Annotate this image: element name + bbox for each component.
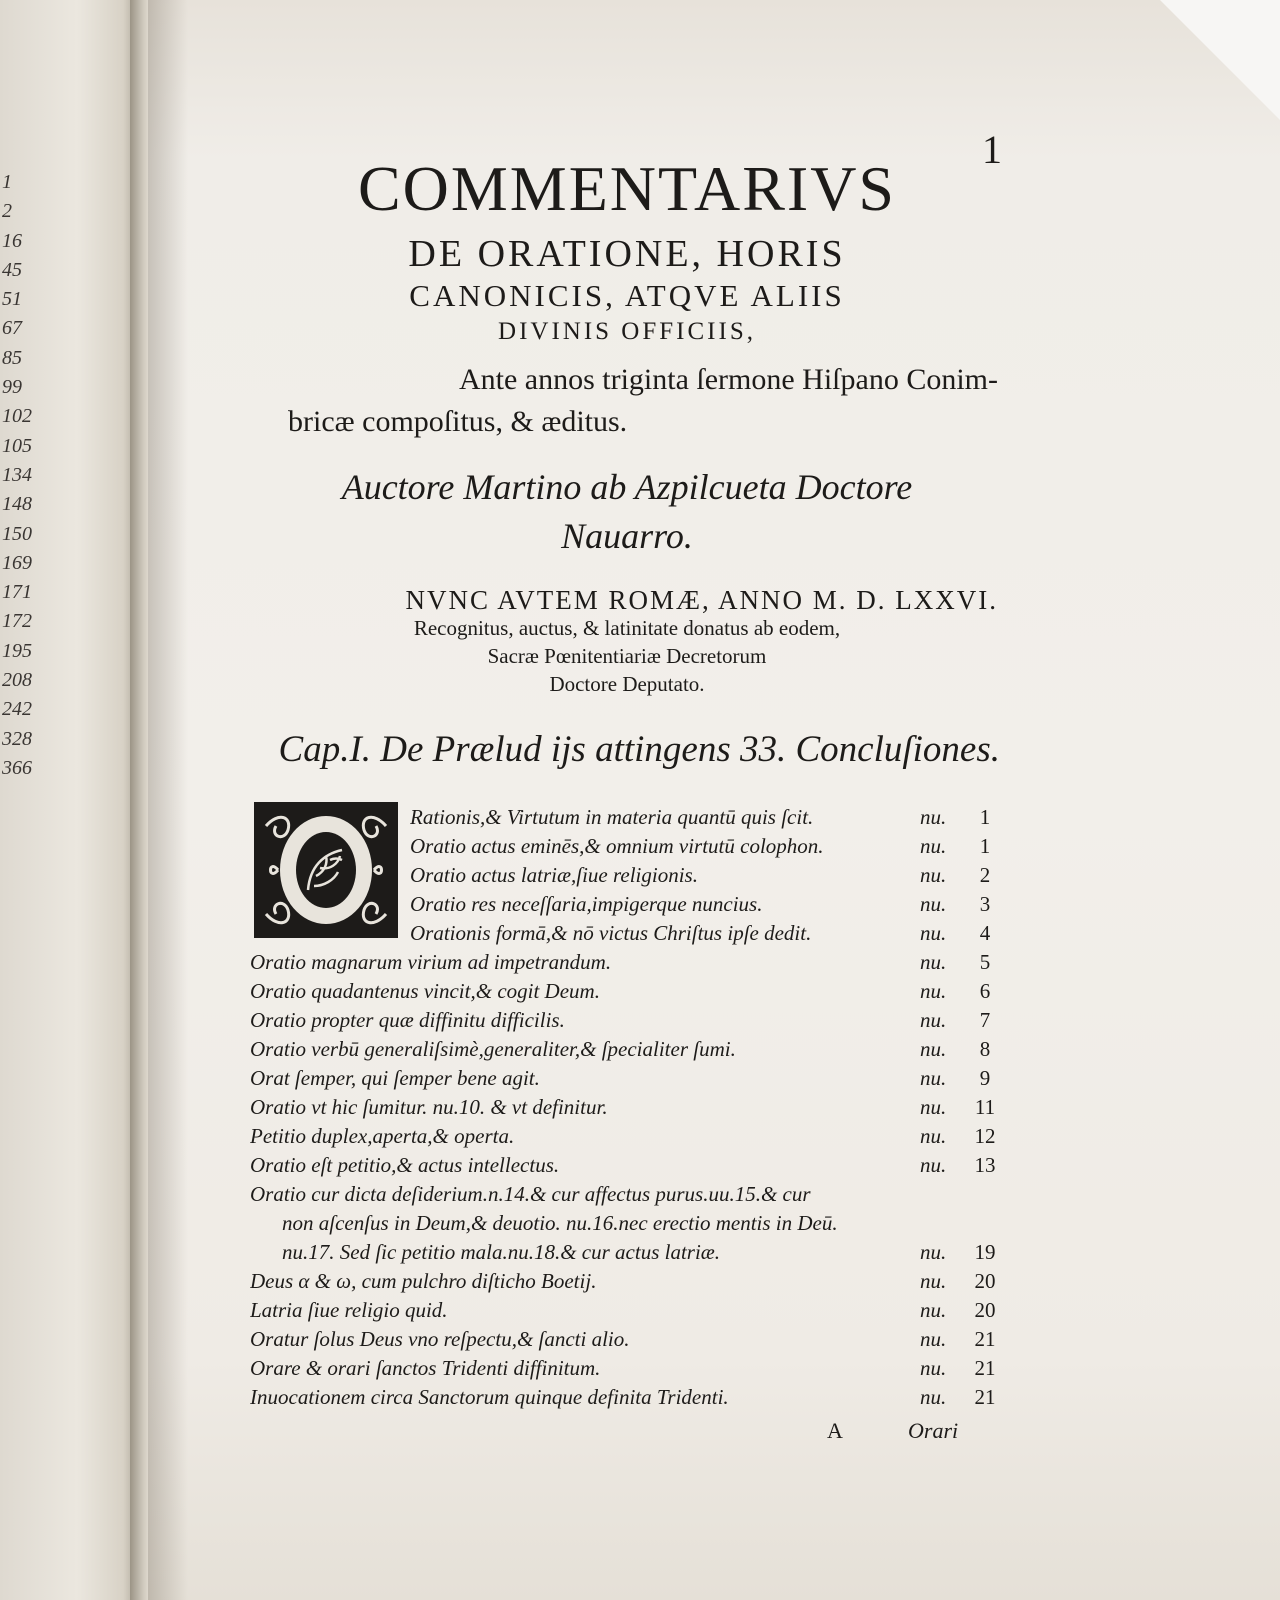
toc-entry-text: Oratio actus eminēs,& omnium virtutū colophon. — [410, 834, 824, 858]
toc-entry-number: 9 — [979, 1066, 991, 1090]
toc-entry-number: 6 — [979, 979, 991, 1003]
toc-entry-number: 3 — [979, 892, 991, 916]
margin-number: 242 — [2, 698, 32, 721]
toc-entry — [250, 1034, 1002, 1064]
toc-entry-nu: nu. — [920, 1356, 947, 1380]
margin-number: 1 — [2, 171, 12, 193]
toc-entry — [410, 802, 1002, 832]
toc-entry-text: Oratio magnarum virium ad impetrandum. — [250, 950, 612, 974]
ante-line-2: bricæ compoſitus, & æditus. — [288, 405, 628, 438]
toc-entry-nu: nu. — [920, 1240, 947, 1264]
toc-entry-nu: nu. — [920, 950, 947, 974]
margin-number: 171 — [2, 581, 32, 604]
toc-entry-number: 12 — [974, 1124, 996, 1148]
toc-entry-text: Oratio quadantenus vincit,& cogit Deum. — [250, 979, 600, 1003]
toc-entry — [250, 1179, 1002, 1209]
folio-number: 1 — [982, 127, 1002, 172]
margin-number: 328 — [2, 727, 32, 750]
toc-entry-nu: nu. — [920, 1095, 947, 1119]
toc-entry-nu: nu. — [920, 1153, 947, 1177]
margin-number: 150 — [2, 522, 32, 545]
toc-entry-text: Oratur ſolus Deus vno reſpectu,& ſancti alio. — [250, 1327, 630, 1351]
toc-entry-nu: nu. — [920, 1008, 947, 1032]
margin-number: 85 — [2, 346, 22, 369]
toc-entry-number: 11 — [974, 1095, 996, 1119]
margin-number: 134 — [2, 463, 32, 486]
toc-entry-number: 4 — [979, 921, 991, 945]
subtitle-line-2: CANONICIS, ATQVE ALIIS — [409, 278, 845, 313]
toc-entry — [250, 1005, 1002, 1035]
margin-number: 169 — [2, 551, 32, 574]
margin-number: 105 — [2, 434, 32, 457]
toc-entry-nu: nu. — [920, 979, 947, 1003]
margin-number: 45 — [2, 258, 22, 281]
margin-number: 99 — [2, 376, 22, 399]
toc-entry-number: 20 — [974, 1269, 996, 1293]
toc-entry-text: Oratio propter quæ diffinitu difficilis. — [250, 1008, 565, 1032]
catchword: Orari — [908, 1418, 959, 1443]
toc-entry-number: 1 — [979, 805, 991, 829]
margin-number: 102 — [2, 405, 32, 428]
edition-line: NVNC AVTEM ROMÆ, ANNO M. D. LXXVI. — [405, 585, 998, 615]
toc-entry-text: Oratio res neceſſaria,impigerque nuncius. — [410, 892, 763, 916]
toc-entry-number: 20 — [974, 1298, 996, 1322]
recognitus-line-2: Sacræ Pœnitentiariæ Decretorum — [487, 644, 767, 668]
toc-entry-number: 19 — [974, 1240, 996, 1264]
toc-entry-text: Latria ſiue religio quid. — [250, 1298, 448, 1322]
margin-number: 16 — [2, 229, 22, 252]
toc-entry — [250, 976, 1002, 1006]
margin-number: 195 — [2, 639, 32, 662]
page-title: COMMENTARIVS — [357, 153, 897, 224]
toc-entry — [410, 860, 1002, 890]
toc-entry-text: Oratio verbū generaliſsimè,generaliter,& ſpecialiter ſumi. — [250, 1037, 736, 1061]
recognitus-line-3: Doctore Deputato. — [549, 672, 705, 696]
toc-entry-text: Orat ſemper, qui ſemper bene agit. — [250, 1066, 540, 1090]
margin-number: 366 — [2, 756, 32, 779]
toc-entry-text: Rationis,& Virtutum in materia quantū quis ſcit. — [410, 805, 814, 829]
toc-entry-nu: nu. — [920, 1298, 947, 1322]
chapter-heading: Cap.I. De Prælud ijs attingens 33. Concluſiones. — [278, 729, 1000, 770]
ante-line-1: Ante annos triginta ſermone Hiſpano Conim- — [458, 363, 998, 396]
toc-entry-text: nu.17. Sed ſic petitio mala.nu.18.& cur actus latriæ. — [282, 1240, 721, 1264]
author-line-1: Auctore Martino ab Azpilcueta Doctore — [341, 467, 913, 507]
toc-entry-number: 7 — [979, 1008, 991, 1032]
author-line-2: Nauarro. — [561, 516, 693, 556]
toc-entry — [250, 1266, 1002, 1296]
toc-entry-text: Orare & orari ſanctos Tridenti diffinitum. — [250, 1356, 601, 1380]
toc-entry-text: Orationis formā,& nō victus Chriſtus ipſe dedit. — [410, 921, 812, 945]
toc-entry-nu: nu. — [920, 1066, 947, 1090]
toc-entry-nu: nu. — [920, 892, 947, 916]
toc-entry — [250, 1121, 1002, 1151]
toc-entry — [250, 1150, 1002, 1180]
toc-entry-number: 21 — [974, 1385, 996, 1409]
subtitle-line-1: DE ORATIONE, HORIS — [408, 233, 846, 275]
toc-entry-nu: nu. — [920, 1124, 947, 1148]
margin-number: 51 — [2, 288, 22, 311]
toc-entry-text: Oratio actus latriæ,ſiue religionis. — [410, 863, 698, 887]
toc-entry — [250, 1295, 1002, 1325]
toc-entry-number: 21 — [974, 1356, 996, 1380]
toc-entry-nu: nu. — [920, 1269, 947, 1293]
toc-entry-text: Petitio duplex,aperta,& operta. — [250, 1124, 515, 1148]
toc-entry — [250, 1324, 1002, 1354]
toc-entry — [250, 1382, 1002, 1412]
toc-entry-text: non aſcenſus in Deum,& deuotio. nu.16.nec erectio mentis in Deū. — [282, 1211, 838, 1235]
toc-entry — [410, 831, 1002, 861]
toc-entry-number: 21 — [974, 1327, 996, 1351]
margin-number: 67 — [2, 317, 22, 340]
toc-entry-text: Inuocationem circa Sanctorum quinque definita Tridenti. — [250, 1385, 729, 1409]
margin-number: 172 — [2, 610, 32, 633]
toc-entry-number: 13 — [974, 1153, 996, 1177]
toc-entry-text: Oratio eſt petitio,& actus intellectus. — [250, 1153, 560, 1177]
toc-entry — [282, 1208, 1002, 1238]
margin-number: 2 — [2, 200, 12, 223]
toc-entry-number: 1 — [979, 834, 991, 858]
toc-entry-nu: nu. — [920, 834, 947, 858]
signature-mark: A — [827, 1418, 843, 1443]
toc-entry-text: Deus α & ω, cum pulchro diſticho Boetij. — [250, 1269, 597, 1293]
toc-entry-nu: nu. — [920, 1037, 947, 1061]
toc-entry — [282, 1237, 1002, 1267]
toc-entry-text: Oratio cur dicta deſiderium.n.14.& cur affectus purus.uu.15.& cur — [250, 1182, 811, 1206]
toc-entry-nu: nu. — [920, 1327, 947, 1351]
toc-entry-number: 8 — [979, 1037, 991, 1061]
toc-entry — [410, 889, 1002, 919]
recognitus-line-1: Recognitus, auctus, & latinitate donatus ab eodem, — [413, 616, 841, 640]
toc-entry-nu: nu. — [920, 1385, 947, 1409]
toc-entry — [250, 1092, 1002, 1122]
toc-entry — [250, 947, 1002, 977]
toc-entry-number: 2 — [979, 863, 991, 887]
toc-entry-nu: nu. — [920, 863, 947, 887]
toc-entry — [410, 918, 1002, 948]
toc-entry — [250, 1063, 1002, 1093]
toc-entry-nu: nu. — [920, 805, 947, 829]
toc-entry-text: Oratio vt hic ſumitur. nu.10. & vt definitur. — [250, 1095, 608, 1119]
toc-entry-nu: nu. — [920, 921, 947, 945]
subtitle-line-3: DIVINIS OFFICIIS, — [498, 318, 756, 345]
margin-number: 208 — [2, 669, 32, 692]
toc-entry-number: 5 — [979, 950, 991, 974]
margin-number: 148 — [2, 493, 32, 516]
toc-entry — [250, 1353, 1002, 1383]
